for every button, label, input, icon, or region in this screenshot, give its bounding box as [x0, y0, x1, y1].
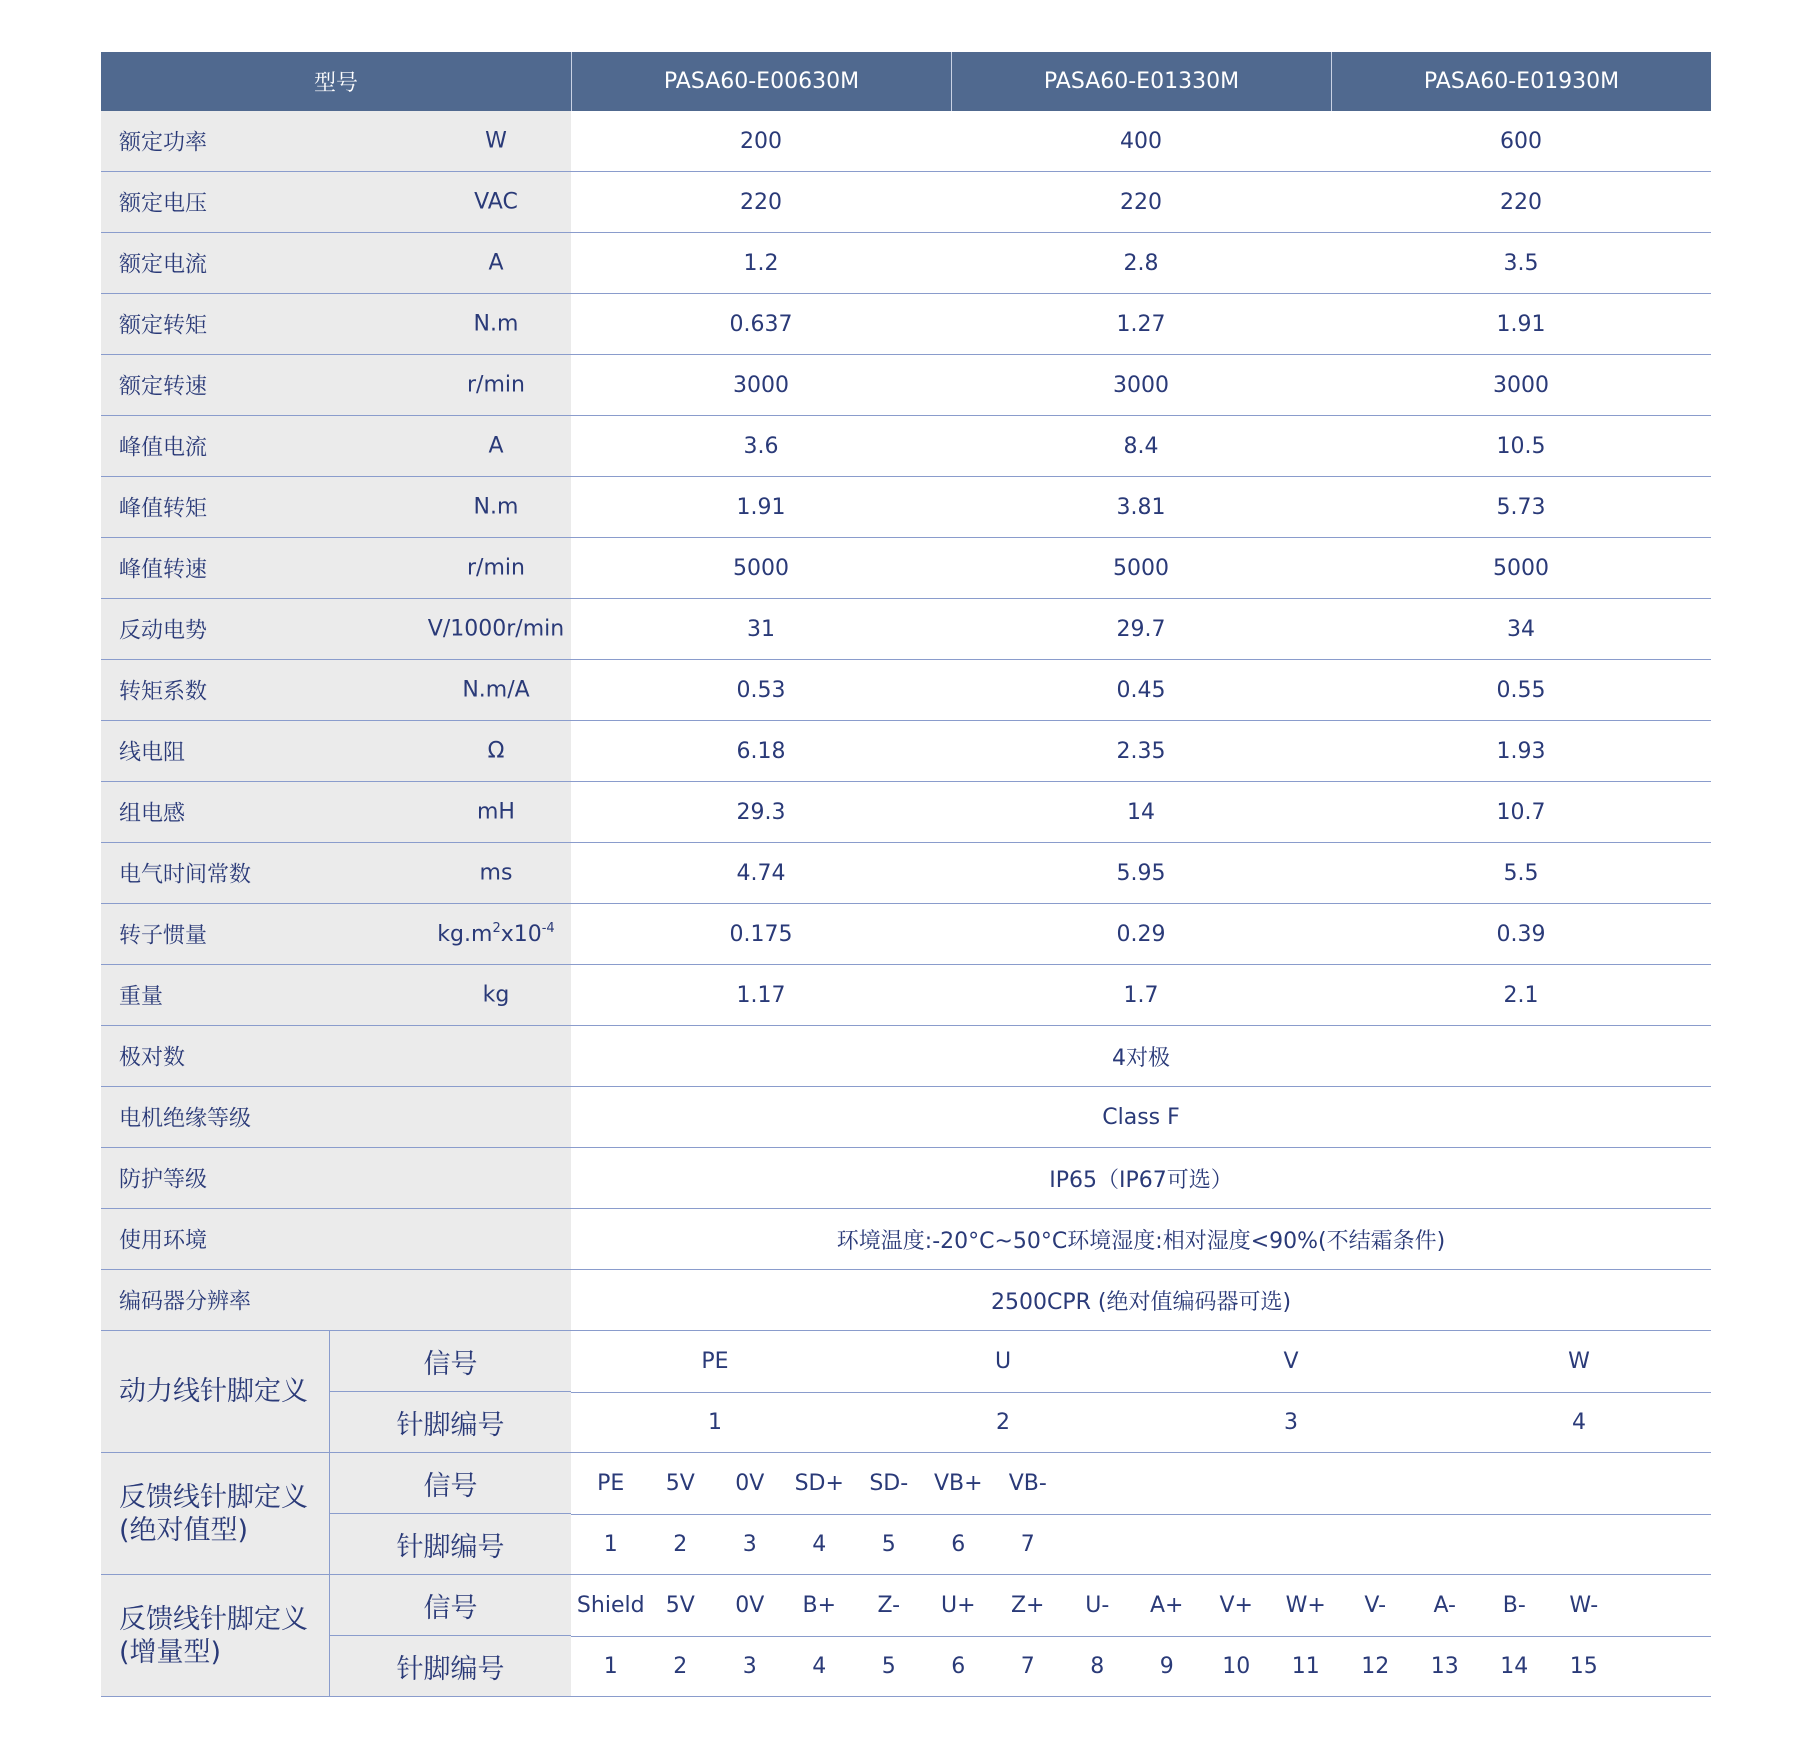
spec-value: 400	[1120, 128, 1162, 154]
spec-value: 5.73	[1496, 494, 1546, 520]
spec-row	[101, 355, 1711, 416]
spec-name: 转子惯量	[119, 923, 208, 949]
spec-label-cell	[101, 416, 571, 476]
spec-value: 3000	[733, 372, 789, 398]
spec-label-cell	[101, 782, 571, 842]
signal-cell: V+	[1219, 1593, 1253, 1618]
spec-name: 电气时间常数	[119, 862, 252, 888]
spec-value: 5000	[1113, 555, 1169, 581]
unit-base: kg.m	[437, 922, 493, 947]
spec-label-cell	[101, 721, 571, 781]
spec-value: 3000	[1493, 372, 1549, 398]
spec-name: 重量	[119, 984, 164, 1010]
spec-unit: VAC	[474, 189, 518, 215]
pin-cell: 6	[951, 1653, 966, 1679]
span-value: IP65（IP67可选）	[1049, 1167, 1233, 1193]
pin-cell: 14	[1500, 1653, 1529, 1679]
pin-cell: 4	[812, 1653, 827, 1679]
span-row	[101, 1270, 1711, 1331]
pin-cell: 10	[1222, 1653, 1251, 1679]
signal-cell: A+	[1150, 1593, 1184, 1618]
signal-values	[571, 1453, 1711, 1515]
pin-cell: 4	[1572, 1409, 1586, 1435]
pin-group-title	[101, 1453, 329, 1574]
spec-unit: N.m	[473, 494, 519, 520]
model-header-1: PASA60-E00630M	[571, 52, 951, 111]
spec-row	[101, 233, 1711, 294]
signal-cell: Z+	[1010, 1593, 1045, 1618]
spec-name: 额定转矩	[119, 313, 208, 339]
spec-row	[101, 294, 1711, 355]
pin-number-label: 针脚编号	[329, 1392, 571, 1452]
span-label-cell	[101, 1026, 571, 1086]
pin-group	[101, 1331, 1711, 1453]
pin-group-title-line1: 反馈线针脚定义	[119, 1481, 308, 1513]
span-row	[101, 1209, 1711, 1270]
signal-cell: VB+	[933, 1471, 983, 1496]
spec-unit	[421, 921, 571, 947]
spec-row	[101, 111, 1711, 172]
signal-cell: SD-	[869, 1471, 909, 1496]
span-label-cell	[101, 1087, 571, 1147]
spec-unit: mH	[477, 799, 515, 825]
pin-cell: 3	[742, 1653, 757, 1679]
pin-cell: 4	[812, 1531, 827, 1557]
spec-value: 8.4	[1123, 433, 1159, 459]
spec-unit: kg	[482, 982, 510, 1008]
pin-cell: 1	[708, 1409, 722, 1435]
spec-label-cell	[101, 538, 571, 598]
spec-unit: W	[485, 128, 507, 154]
spec-unit: r/min	[467, 555, 525, 581]
spec-unit: Ω	[487, 738, 505, 764]
spec-name: 额定转速	[119, 374, 208, 400]
spec-value: 1.2	[743, 250, 779, 276]
spec-value: 3.81	[1116, 494, 1166, 520]
spec-value: 220	[740, 189, 782, 215]
spec-value: 5000	[1493, 555, 1549, 581]
spec-value: 5000	[733, 555, 789, 581]
spec-label-cell	[101, 355, 571, 415]
span-label-cell	[101, 1209, 571, 1269]
spec-value: 0.175	[729, 921, 793, 947]
spec-name: 峰值转速	[119, 557, 208, 583]
pin-values	[571, 1392, 1711, 1452]
spec-label-cell	[101, 477, 571, 537]
pin-number-label: 针脚编号	[329, 1636, 571, 1696]
span-value: 环境温度:-20°C~50°C环境湿度:相对湿度<90%(不结霜条件)	[836, 1228, 1446, 1254]
spec-value: 1.27	[1116, 311, 1166, 337]
spec-unit: ms	[479, 860, 513, 886]
signal-cell: 0V	[735, 1593, 765, 1618]
signal-cell: 0V	[735, 1471, 765, 1496]
spec-value: 200	[740, 128, 782, 154]
pin-cell: 2	[996, 1409, 1010, 1435]
spec-value: 220	[1500, 189, 1542, 215]
spec-label-cell	[101, 111, 571, 171]
spec-name: 组电感	[119, 801, 186, 827]
spec-value: 1.91	[1496, 311, 1546, 337]
spec-value: 14	[1127, 799, 1155, 825]
signal-cell: Shield	[576, 1593, 645, 1618]
unit-mid: x10	[500, 922, 542, 947]
pin-group	[101, 1575, 1711, 1697]
pin-cell: 1	[603, 1653, 618, 1679]
spec-value: 0.53	[736, 677, 786, 703]
pin-group	[101, 1453, 1711, 1575]
signal-cell: W-	[1569, 1593, 1599, 1618]
spec-name: 反动电势	[119, 618, 208, 644]
span-name: 电机绝缘等级	[119, 1106, 252, 1132]
signal-cell: V-	[1364, 1593, 1387, 1618]
spec-value: 1.93	[1496, 738, 1546, 764]
spec-value: 2.8	[1123, 250, 1159, 276]
signal-cell: Z-	[877, 1593, 901, 1618]
pin-values	[571, 1636, 1711, 1696]
signal-cell: 5V	[665, 1593, 695, 1618]
span-value: Class F	[1102, 1104, 1180, 1130]
span-rows	[101, 1026, 1711, 1331]
signal-cell: B-	[1502, 1593, 1526, 1618]
spec-row	[101, 660, 1711, 721]
signal-cell: V	[1283, 1349, 1299, 1374]
pin-cell: 3	[742, 1531, 757, 1557]
spec-value: 0.29	[1116, 921, 1166, 947]
spec-value: 5.95	[1116, 860, 1166, 886]
pin-cell: 1	[603, 1531, 618, 1557]
spec-value: 31	[747, 616, 775, 642]
pin-cell: 3	[1284, 1409, 1298, 1435]
pin-values	[571, 1514, 1711, 1574]
signal-label: 信号	[329, 1331, 571, 1392]
pin-cell: 5	[881, 1653, 896, 1679]
spec-unit: N.m/A	[462, 677, 530, 703]
pin-group-title-line2: (增量型)	[119, 1636, 222, 1668]
spec-label-cell	[101, 599, 571, 659]
model-header-2: PASA60-E01330M	[951, 52, 1331, 111]
signal-cell: U	[994, 1349, 1012, 1374]
spec-row	[101, 721, 1711, 782]
spec-row	[101, 599, 1711, 660]
model-header-3: PASA60-E01930M	[1331, 52, 1711, 111]
spec-value: 5.5	[1503, 860, 1539, 886]
spec-value: 0.55	[1496, 677, 1546, 703]
signal-cell: VB-	[1008, 1471, 1047, 1496]
spec-value: 0.637	[729, 311, 793, 337]
signal-cell: W+	[1285, 1593, 1326, 1618]
spec-value: 3.5	[1503, 250, 1539, 276]
spec-unit: A	[488, 250, 504, 276]
signal-label: 信号	[329, 1453, 571, 1514]
spec-value: 10.5	[1496, 433, 1546, 459]
pin-number-label: 针脚编号	[329, 1514, 571, 1574]
spec-value: 2.1	[1503, 982, 1539, 1008]
pin-group-title	[101, 1575, 329, 1696]
spec-name: 额定功率	[119, 130, 208, 156]
spec-unit: N.m	[473, 311, 519, 337]
pin-cell: 8	[1090, 1653, 1105, 1679]
span-name: 编码器分辨率	[119, 1289, 252, 1315]
spec-value: 6.18	[736, 738, 786, 764]
spec-value: 600	[1500, 128, 1542, 154]
signal-cell: U+	[940, 1593, 976, 1618]
spec-label-cell	[101, 294, 571, 354]
signal-values	[571, 1331, 1711, 1393]
span-label-cell	[101, 1270, 571, 1330]
spec-value: 34	[1507, 616, 1535, 642]
signal-cell: B+	[802, 1593, 837, 1618]
spec-row	[101, 172, 1711, 233]
pin-cell: 5	[881, 1531, 896, 1557]
signal-cell: SD+	[794, 1471, 844, 1496]
signal-cell: A-	[1433, 1593, 1456, 1618]
spec-value: 1.17	[736, 982, 786, 1008]
spec-rows	[101, 111, 1711, 1026]
span-row	[101, 1026, 1711, 1087]
spec-value: 1.91	[736, 494, 786, 520]
span-value: 2500CPR (绝对值编码器可选)	[990, 1289, 1292, 1315]
spec-name: 峰值转矩	[119, 496, 208, 522]
spec-name: 转矩系数	[119, 679, 208, 705]
spec-value: 2.35	[1116, 738, 1166, 764]
spec-row	[101, 843, 1711, 904]
spec-unit: A	[488, 433, 504, 459]
spec-value: 29.3	[736, 799, 786, 825]
signal-values	[571, 1575, 1711, 1637]
spec-value: 0.39	[1496, 921, 1546, 947]
pin-cell: 15	[1569, 1653, 1598, 1679]
spec-name: 峰值电流	[119, 435, 208, 461]
spec-label-cell	[101, 233, 571, 293]
spec-unit: V/1000r/min	[427, 616, 565, 642]
model-header-label: 型号	[313, 71, 358, 96]
pin-cell: 2	[673, 1531, 688, 1557]
pin-cell: 6	[951, 1531, 966, 1557]
pin-definitions	[101, 1331, 1711, 1697]
spec-row	[101, 965, 1711, 1026]
span-row	[101, 1087, 1711, 1148]
spec-table	[101, 52, 1711, 1697]
pin-cell: 2	[673, 1653, 688, 1679]
span-row	[101, 1148, 1711, 1209]
spec-unit: r/min	[467, 372, 525, 398]
span-label-cell	[101, 1148, 571, 1208]
unit-sup: -4	[541, 921, 555, 936]
pin-cell: 7	[1020, 1653, 1035, 1679]
span-name: 使用环境	[119, 1228, 208, 1254]
spec-row	[101, 782, 1711, 843]
pin-group-title	[101, 1331, 329, 1452]
signal-cell: 5V	[665, 1471, 695, 1496]
pin-group-title-line1: 动力线针脚定义	[119, 1376, 308, 1407]
spec-name: 额定电流	[119, 252, 208, 278]
spec-value: 3.6	[743, 433, 779, 459]
spec-value: 1.7	[1123, 982, 1159, 1008]
signal-cell: PE	[701, 1349, 729, 1374]
spec-label-cell	[101, 843, 571, 903]
spec-value: 10.7	[1496, 799, 1546, 825]
signal-cell: PE	[597, 1471, 625, 1496]
spec-row	[101, 416, 1711, 477]
unit-sup: 2	[492, 921, 501, 936]
pin-group-title-line1: 反馈线针脚定义	[119, 1603, 308, 1635]
spec-label-cell	[101, 904, 571, 964]
spec-value: 3000	[1113, 372, 1169, 398]
spec-name: 线电阻	[119, 740, 186, 766]
spec-value: 4.74	[736, 860, 786, 886]
pin-cell: 11	[1291, 1653, 1320, 1679]
signal-cell: U-	[1085, 1593, 1110, 1618]
spec-value: 220	[1120, 189, 1162, 215]
signal-cell: W	[1568, 1349, 1590, 1374]
spec-row	[101, 477, 1711, 538]
span-name: 防护等级	[119, 1167, 208, 1193]
pin-cell: 9	[1159, 1653, 1174, 1679]
spec-label-cell	[101, 965, 571, 1025]
spec-label-cell	[101, 660, 571, 720]
pin-cell: 7	[1020, 1531, 1035, 1557]
pin-cell: 13	[1430, 1653, 1459, 1679]
spec-row	[101, 538, 1711, 599]
header-row	[101, 52, 1711, 111]
span-name: 极对数	[119, 1045, 186, 1071]
spec-label-cell	[101, 172, 571, 232]
spec-value: 0.45	[1116, 677, 1166, 703]
signal-label: 信号	[329, 1575, 571, 1636]
spec-name: 额定电压	[119, 191, 208, 217]
spec-value: 29.7	[1116, 616, 1166, 642]
span-value: 4对极	[1112, 1045, 1170, 1071]
pin-cell: 12	[1361, 1653, 1390, 1679]
spec-row	[101, 904, 1711, 965]
pin-group-title-line2: (绝对值型)	[119, 1514, 249, 1546]
